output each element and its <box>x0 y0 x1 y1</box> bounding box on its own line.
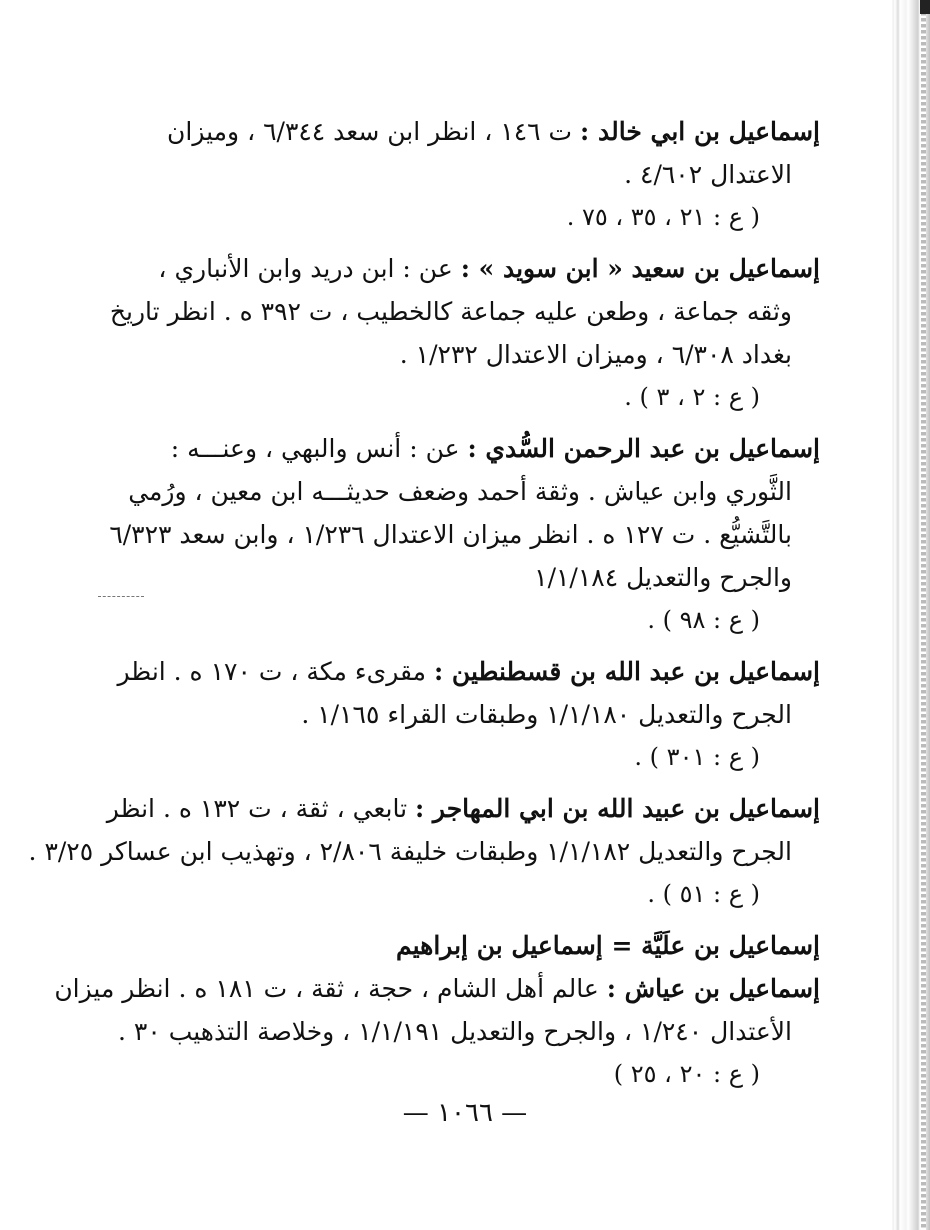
entry-reference: ( ع : ٣٠١ ) . <box>634 743 760 771</box>
entry-text: بغداد ٦/٣٠٨ ، وميزان الاعتدال ١/٢٣٢ . <box>399 340 792 369</box>
entry-text: بالتَّشيُّع . ت ١٢٧ ه . انظر ميزان الاعتدال ١/٢٣٦ ، وابن سعد ٦/٣٢٣ <box>109 520 792 549</box>
entry-reference: ( ع : ٢١ ، ٣٥ ، ٧٥ . <box>566 203 760 231</box>
entry-text: وثقه جماعة ، وطعن عليه جماعة كالخطيب ، ت ٣٩٢ ه . انظر تاريخ <box>109 297 792 326</box>
entry-reference: ( ع : ٥١ ) . <box>647 880 760 908</box>
entry-text: ت ١٤٦ ، انظر ابن سعد ٦/٣٤٤ ، وميزان <box>167 117 581 146</box>
entry-line <box>110 513 820 556</box>
entries-list <box>28 110 820 1096</box>
entry-7 <box>54 967 820 1096</box>
entry-text: الجرح والتعديل ١/١/١٨٢ وطبقات خليفة ٢/٨٠٦ ، وتهذيب ابن عساكر ٣/٢٥ . <box>28 837 792 866</box>
entry-reference: ( ع : ٢ ، ٣ ) . <box>624 383 760 411</box>
entry-2 <box>110 247 820 419</box>
entry-reference: ( ع : ٢٠ ، ٢٥ ) <box>613 1060 760 1088</box>
entry-1 <box>110 110 820 239</box>
entry-line <box>110 247 820 290</box>
entry-heading: إسماعيل بن علَيَّة = إسماعيل بن إبراهيم <box>395 931 820 960</box>
entry-line <box>110 333 820 376</box>
entry-5 <box>28 787 820 916</box>
entry-text: والجرح والتعديل ١/١/١٨٤ <box>534 563 792 592</box>
entry-text: مقرىء مكة ، ت ١٧٠ ه . انظر <box>117 657 434 686</box>
entry-text: الأعتدال ١/٢٤٠ ، والجرح والتعديل ١/١/١٩١ ، وخلاصة التذهيب ٣٠ . <box>118 1017 792 1046</box>
entry-text: الثَّوري وابن عياش . وثقة أحمد وضعف حديثـــه ابن معين ، ورُمي <box>128 477 792 506</box>
entry-text: الاعتدال ٤/٦٠٢ . <box>624 160 792 189</box>
entry-heading: إسماعيل بن عياش : <box>606 974 820 1003</box>
entry-heading: إسماعيل بن ابي خالد : <box>580 117 820 146</box>
entry-line <box>110 650 820 693</box>
entry-line <box>110 693 820 736</box>
entry-line <box>106 787 820 830</box>
entry-line <box>110 110 820 153</box>
entry-4 <box>110 650 820 779</box>
entry-text: عالم أهل الشام ، حجة ، ثقة ، ت ١٨١ ه . انظر ميزان <box>54 974 607 1003</box>
entry-line <box>110 556 820 599</box>
entry-heading: إسماعيل بن عبد الله بن قسطنطين : <box>434 657 820 686</box>
entry-line <box>110 924 820 967</box>
entry-6 <box>110 924 820 967</box>
entry-heading: إسماعيل بن عبيد الله بن ابي المهاجر : <box>414 794 820 823</box>
entry-heading: إسماعيل بن عبد الرحمن السُّدي : <box>467 434 820 463</box>
entry-line <box>110 290 820 333</box>
entry-line <box>28 830 820 873</box>
entry-line <box>110 427 820 470</box>
entry-text: الجرح والتعديل ١/١/١٨٠ وطبقات القراء ١/١٦٥ . <box>301 700 792 729</box>
entry-text: عن : ابن دريد وابن الأنباري ، <box>158 254 461 283</box>
entry-line <box>110 153 820 196</box>
scan-corner-mark <box>920 0 930 14</box>
entry-line <box>54 967 820 1010</box>
entry-3 <box>110 427 820 642</box>
entry-text: عن : أنس والبهي ، وعنـــه : <box>170 434 468 463</box>
page-edge-shadow <box>882 0 930 1230</box>
entry-text: تابعي ، ثقة ، ت ١٣٢ ه . انظر <box>106 794 415 823</box>
entry-heading: إسماعيل بن سعيد « ابن سويد » : <box>460 254 820 283</box>
page-number: — ١٠٦٦ — <box>402 1098 528 1128</box>
entry-line <box>110 1010 820 1053</box>
entry-reference: ( ع : ٩٨ ) . <box>647 606 760 634</box>
entry-line <box>110 470 820 513</box>
